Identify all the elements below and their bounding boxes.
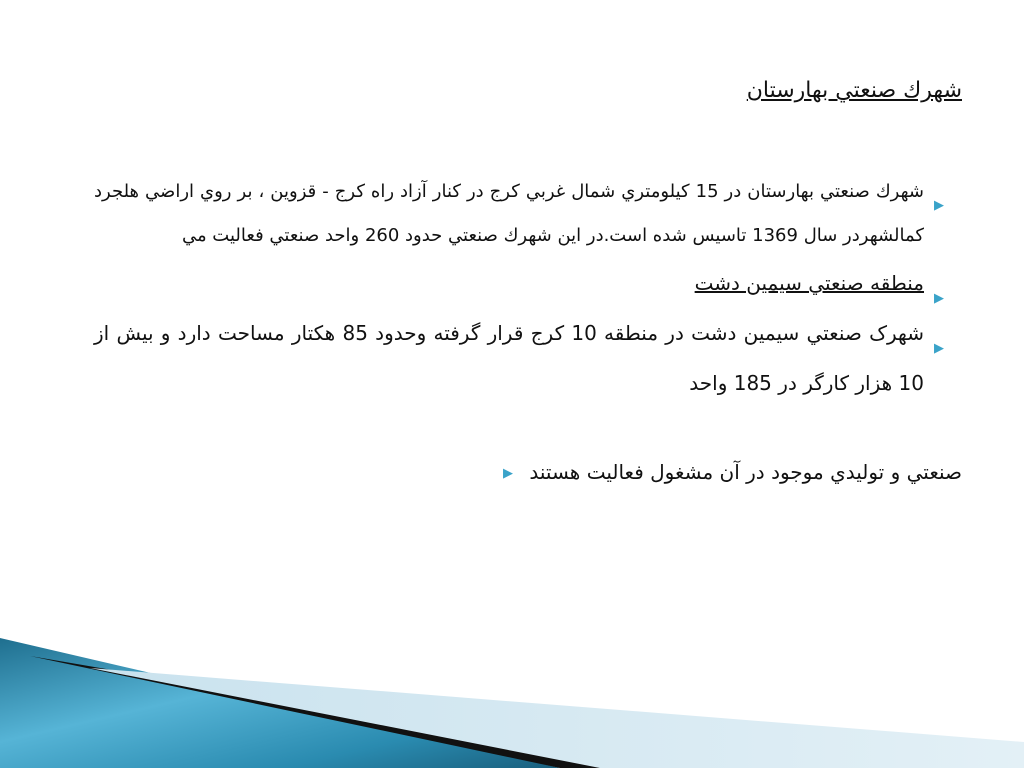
decorative-corner-graphic [0,638,1024,768]
bullet-text: شهرك صنعتي بهارستان در 15 كيلومتري شمال غربي كرج در كنار آزاد راه كرج - قزوين ، بر روي اراضي هلجرد كمالشهردر سال 1369 تاسيس شده است.در اين شهرك صنعتي حدود 260 واحد صنعتي فعاليت مي [94,181,924,246]
bullet-arrow-icon: ▶ [934,198,944,213]
bullet-item-bahrestan [94,170,944,258]
bullet-list [94,170,944,408]
bullet-item-continuation [503,452,962,494]
bullet-text: منطقه صنعتي سيمين دشت [694,271,924,295]
bullet-arrow-icon: ▶ [934,341,944,356]
bullet-text: شهرک صنعتي سيمين دشت در منطقه 10 كرج قرار گرفته وحدود 85 هكتار مساحت دارد و بيش از 10 هزار كارگر در 185 واحد [94,321,924,395]
bullet-item-simin-dasht [94,308,944,408]
bullet-item-simin-dasht-heading [94,258,944,308]
bullet-text: صنعتي و توليدي موجود در آن مشغول فعاليت هستند [529,460,962,484]
slide-title: شهرك صنعتي بهارستان [746,78,962,103]
bullet-arrow-icon: ▶ [934,291,944,306]
bullet-arrow-icon: ▶ [503,466,514,481]
